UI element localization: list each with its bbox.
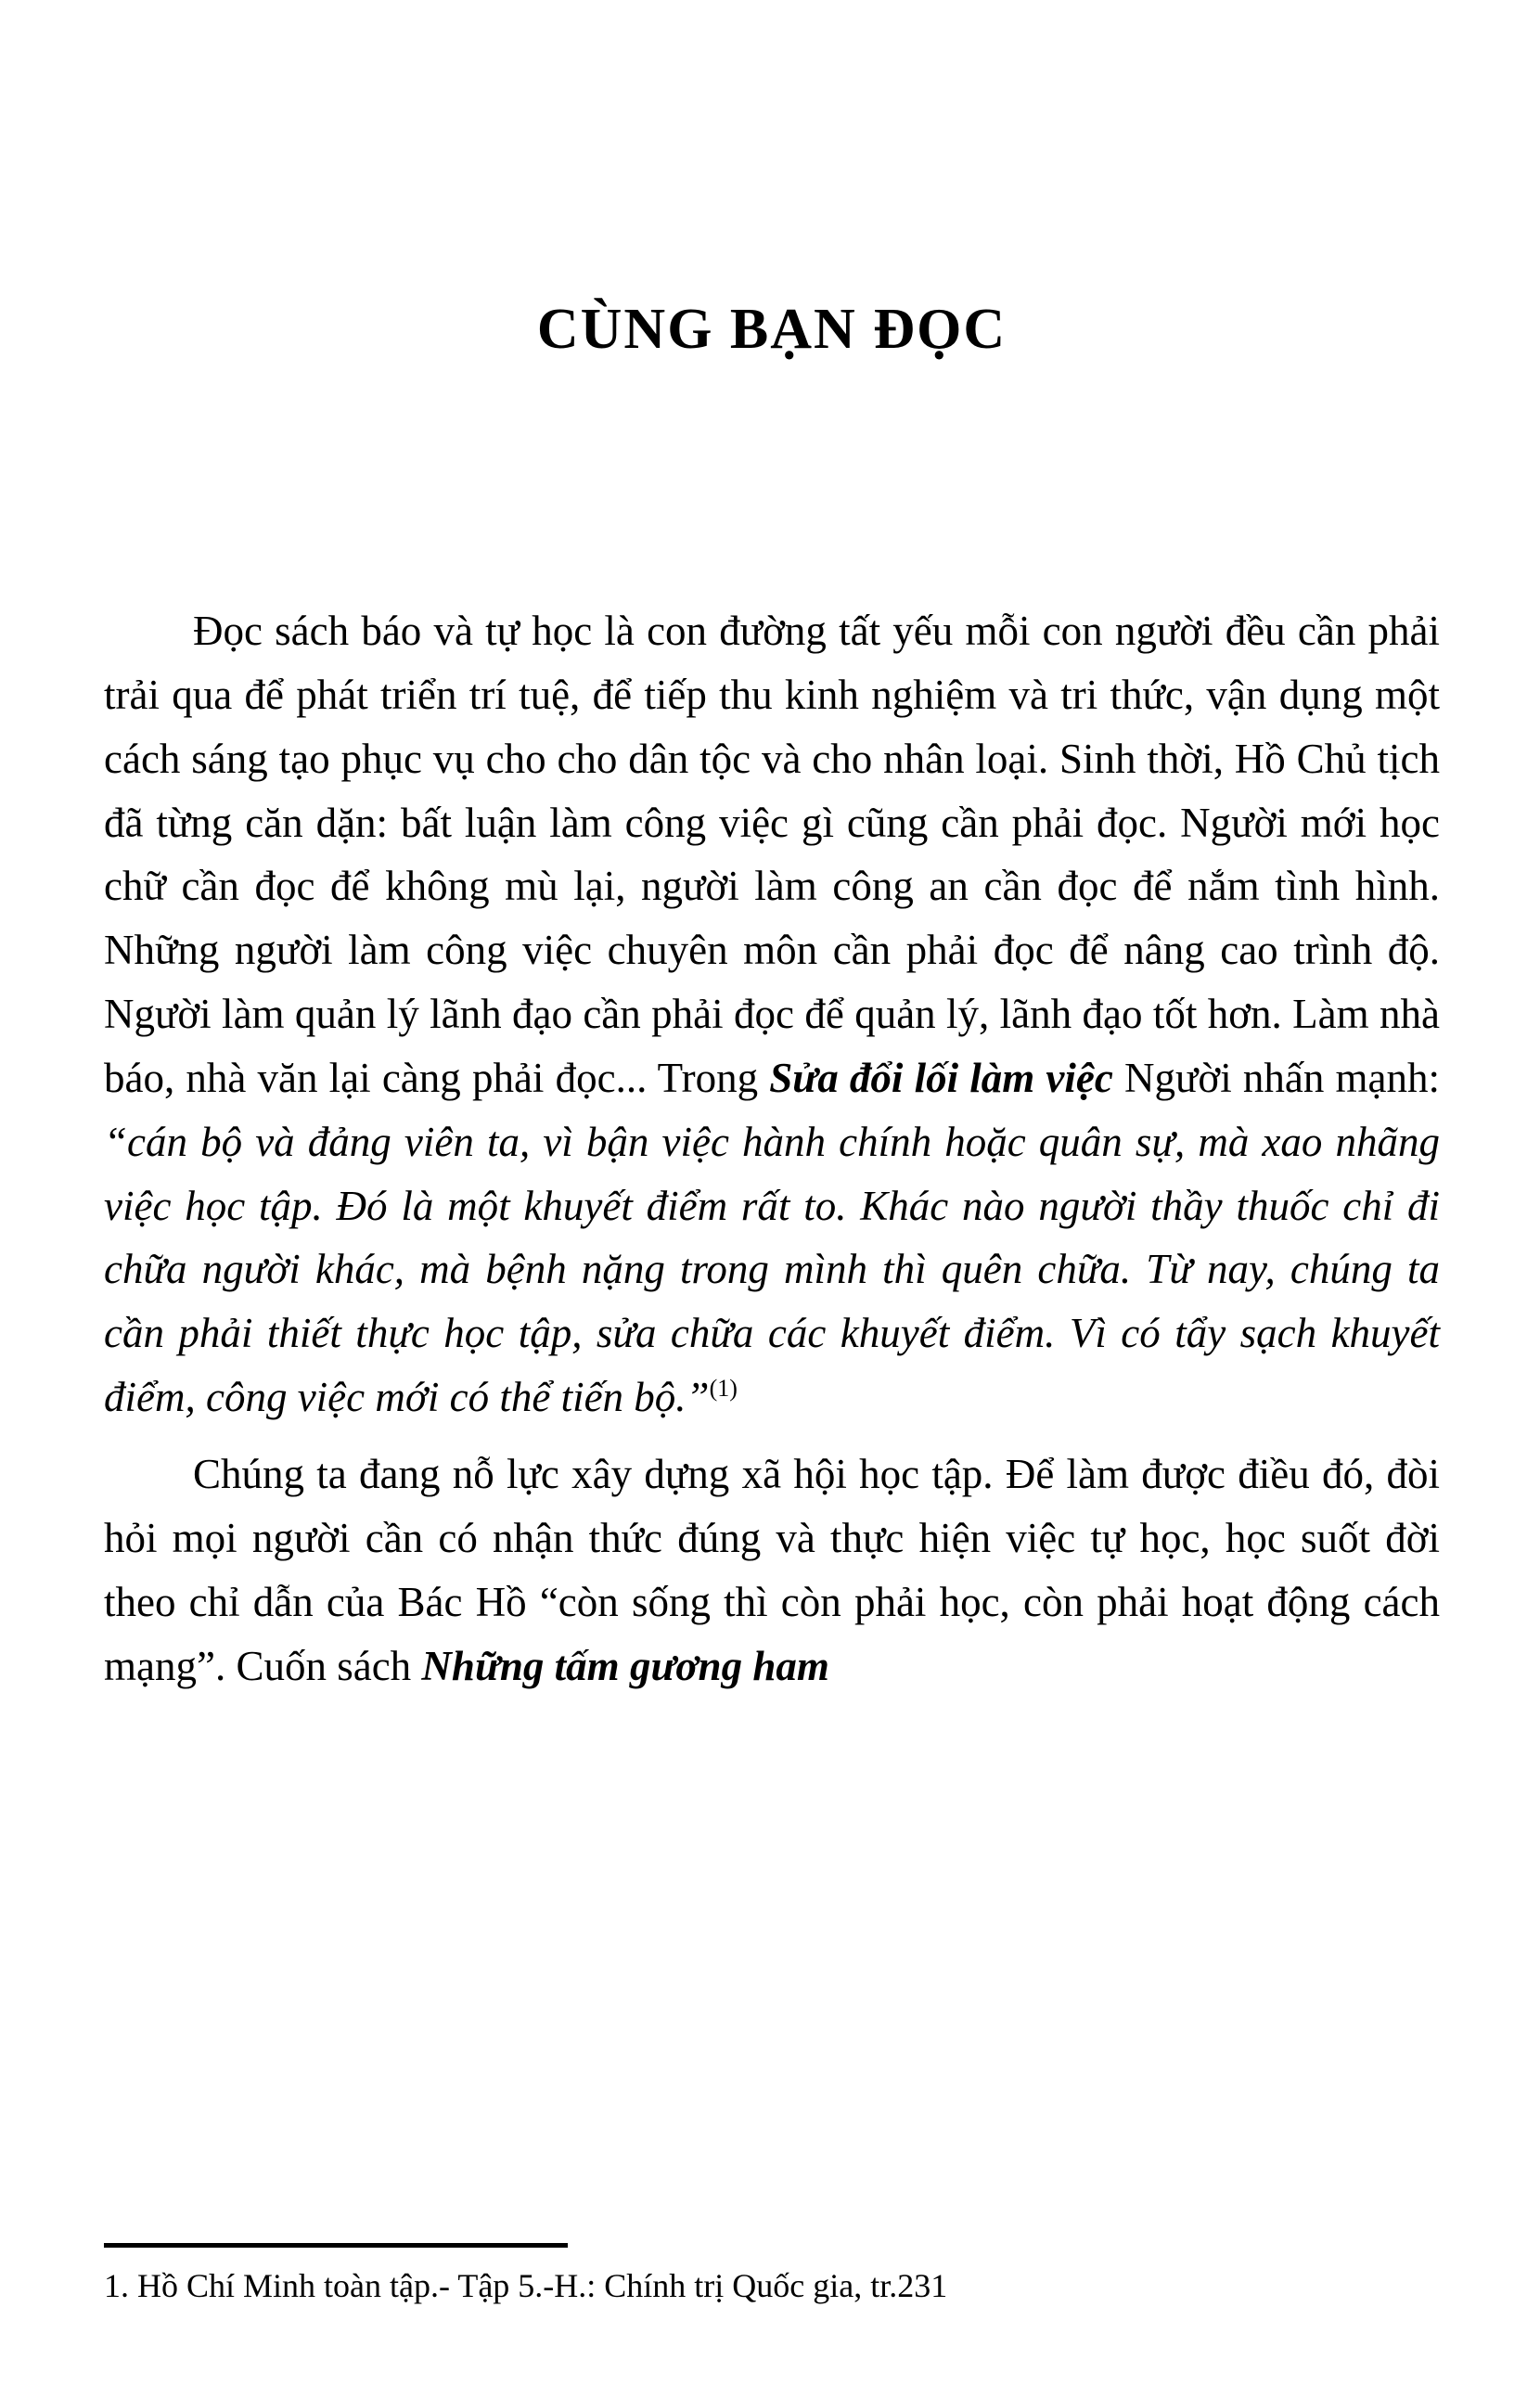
footnote-area	[104, 2243, 1440, 2308]
paragraph-1-run-3: Người nhấn mạnh:	[1112, 1054, 1441, 1101]
footnote-text: 1. Hồ Chí Minh toàn tập.- Tập 5.-H.: Chính trị Quốc gia, tr.231	[104, 2267, 948, 2305]
paragraph-1-run-1: Đọc sách báo và tự học là con đường tất yếu mỗi con người đều cần phải trải qua để phát triển trí tuệ, để tiếp thu kinh nghiệm và tri thức, vận dụng một cách sáng tạo phục vụ cho cho dân tộc và cho nhân loại. Sinh thời, Hồ Chủ tịch đã từng căn dặn: bất luận làm công việc gì cũng cần phải đọc. Người mới học chữ cần đọc để không mù lại, người làm công an cần đọc để nắm tình hình. Những người làm công việc chuyên môn cần phải đọc để nâng cao trình độ. Người làm quản lý lãnh đạo cần phải đọc để quản lý, lãnh đạo tốt hơn. Làm nhà báo, nhà văn lại càng phải đọc... Trong	[104, 608, 1440, 1101]
body-text	[104, 599, 1440, 1698]
paragraph-1	[104, 599, 1440, 1429]
page-content	[104, 0, 1440, 1701]
paragraph-1-run-4-quote: “cán bộ và đảng viên ta, vì bận việc hành chính hoặc quân sự, mà xao nhãng việc học tập. Đó là một khuyết điểm rất to. Khác nào người thầy thuốc chỉ đi chữa người khác, mà bệnh nặng trong mình thì quên chữa. Từ nay, chúng ta cần phải thiết thực học tập, sửa chữa các khuyết điểm. Vì có tẩy sạch khuyết điểm, công việc mới có thể tiến bộ.”	[104, 1118, 1440, 1421]
paragraph-1-run-2-title: Sửa đổi lối làm việc	[769, 1054, 1113, 1101]
footnote-reference-1: (1)	[709, 1375, 738, 1403]
footnote-divider	[104, 2243, 568, 2248]
paragraph-2-run-2-title: Những tấm gương ham	[421, 1642, 829, 1689]
paragraph-2-run-1: Chúng ta đang nỗ lực xây dựng xã hội học tập. Để làm được điều đó, đòi hỏi mọi người cần có nhận thức đúng và thực hiện việc tự học, học suốt đời theo chỉ dẫn của Bác Hồ “còn sống thì còn phải học, còn phải hoạt động cách mạng”. Cuốn sách	[104, 1450, 1440, 1689]
page-title: CÙNG BẠN ĐỌC	[536, 298, 1007, 361]
paragraph-2	[104, 1442, 1440, 1698]
